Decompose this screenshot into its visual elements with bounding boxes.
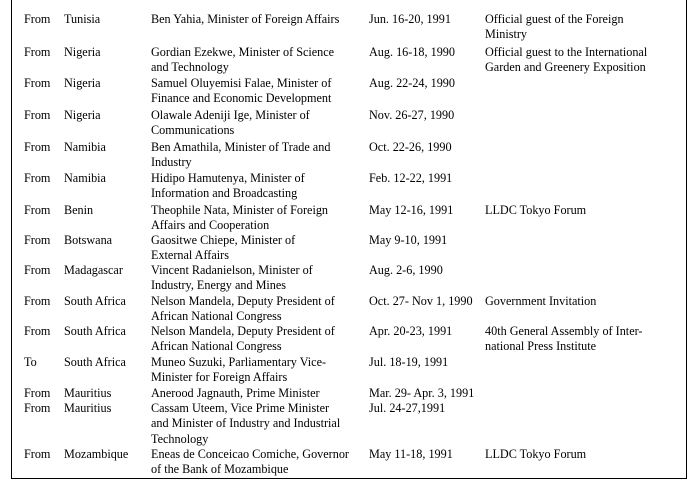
person-cell-line: Ben Yahia, Minister of Foreign Affairs — [151, 12, 340, 26]
date-cell: May 9-10, 1991 — [369, 233, 448, 247]
country-cell: Botswana — [64, 233, 113, 247]
note-cell-line: national Press Institute — [485, 339, 597, 354]
direction-cell: From — [24, 401, 51, 415]
date-cell: Mar. 29- Apr. 3, 1991 — [369, 386, 475, 400]
date-cell: Feb. 12-22, 1991 — [369, 171, 453, 185]
person-cell-line: Theophile Nata, Minister of Foreign — [151, 203, 329, 217]
direction-cell: From — [24, 324, 51, 338]
direction-cell: From — [24, 386, 51, 400]
country-cell: South Africa — [64, 355, 126, 369]
date-cell: May 11-18, 1991 — [369, 447, 453, 461]
direction-cell: From — [24, 263, 51, 277]
person-cell — [151, 233, 295, 264]
date-cell: Aug. 2-6, 1990 — [369, 263, 443, 277]
person-cell-line: African National Congress — [151, 339, 282, 354]
person-cell — [151, 263, 313, 294]
person-cell-line: Technology — [151, 431, 209, 446]
person-cell-line: Affairs and Cooperation — [151, 218, 270, 233]
person-cell — [151, 203, 328, 234]
date-cell: Jul. 18-19, 1991 — [369, 355, 449, 369]
note-cell-line: 40th General Assembly of Inter- — [485, 324, 643, 338]
person-cell-line: Nelson Mandela, Deputy President of — [151, 324, 335, 338]
country-cell: Mozambique — [64, 447, 129, 461]
person-cell — [151, 447, 349, 478]
person-cell-line: Nelson Mandela, Deputy President of — [151, 294, 335, 308]
country-cell: South Africa — [64, 324, 126, 338]
person-cell-line: Anerood Jagnauth, Prime Minister — [151, 386, 320, 400]
person-cell — [151, 355, 326, 386]
country-cell: Nigeria — [64, 76, 101, 90]
country-cell: Nigeria — [64, 108, 101, 122]
direction-cell: From — [24, 294, 51, 308]
person-cell-line: Information and Broadcasting — [151, 186, 298, 201]
person-cell-line: Gaositwe Chiepe, Minister of — [151, 233, 296, 247]
date-cell: Jun. 16-20, 1991 — [369, 12, 451, 26]
date-cell: Oct. 27- Nov 1, 1990 — [369, 294, 473, 308]
direction-cell: From — [24, 45, 51, 59]
note-cell — [485, 294, 596, 309]
date-cell: Apr. 20-23, 1991 — [369, 324, 453, 338]
note-cell — [485, 203, 586, 218]
note-cell-line: Official guest to the International — [485, 45, 648, 59]
person-cell-line: and Technology — [151, 60, 229, 75]
person-cell-line: and Minister of Industry and Industrial — [151, 416, 341, 431]
person-cell-line: Cassam Uteem, Vice Prime Minister — [151, 401, 330, 415]
date-cell: Nov. 26-27, 1990 — [369, 108, 455, 122]
country-cell: Nigeria — [64, 45, 101, 59]
person-cell — [151, 294, 335, 325]
person-cell — [151, 76, 331, 107]
note-cell-line: Official guest of the Foreign — [485, 12, 624, 26]
note-cell — [485, 12, 624, 43]
note-cell-line: Garden and Greenery Exposition — [485, 60, 646, 75]
note-cell-line: Ministry — [485, 27, 527, 42]
person-cell-line: Olawale Adeniji Ige, Minister of — [151, 108, 310, 122]
person-cell — [151, 386, 320, 401]
person-cell-line: Vincent Radanielson, Minister of — [151, 263, 313, 277]
direction-cell: From — [24, 171, 51, 185]
person-cell — [151, 401, 340, 447]
person-cell-line: Industry — [151, 155, 192, 170]
country-cell: Madagascar — [64, 263, 123, 277]
date-cell: Aug. 22-24, 1990 — [369, 76, 455, 90]
note-cell — [485, 324, 642, 355]
country-cell: Benin — [64, 203, 94, 217]
person-cell-line: Communications — [151, 123, 235, 138]
country-cell: Namibia — [64, 171, 106, 185]
person-cell — [151, 45, 334, 76]
date-cell: May 12-16, 1991 — [369, 203, 454, 217]
note-cell-line: LLDC Tokyo Forum — [485, 203, 587, 217]
person-cell — [151, 140, 330, 171]
note-cell-line: LLDC Tokyo Forum — [485, 447, 587, 461]
person-cell-line: Eneas de Conceicao Comiche, Governor — [151, 447, 349, 461]
direction-cell: To — [24, 355, 37, 369]
note-cell-line: Government Invitation — [485, 294, 597, 308]
date-cell: Jul. 24-27,1991 — [369, 401, 446, 415]
direction-cell: From — [24, 447, 51, 461]
person-cell-line: Minister for Foreign Affairs — [151, 370, 288, 385]
country-cell: Tunisia — [64, 12, 101, 26]
person-cell-line: of the Bank of Mozambique — [151, 462, 289, 477]
direction-cell: From — [24, 76, 51, 90]
person-cell-line: Ben Amathila, Minister of Trade and — [151, 140, 331, 154]
person-cell-line: African National Congress — [151, 309, 282, 324]
date-cell: Aug. 16-18, 1990 — [369, 45, 455, 59]
person-cell-line: Hidipo Hamutenya, Minister of — [151, 171, 305, 185]
country-cell: South Africa — [64, 294, 126, 308]
person-cell — [151, 171, 305, 202]
direction-cell: From — [24, 233, 51, 247]
direction-cell: From — [24, 203, 51, 217]
direction-cell: From — [24, 140, 51, 154]
person-cell-line: Gordian Ezekwe, Minister of Science — [151, 45, 335, 59]
person-cell-line: Samuel Oluyemisi Falae, Minister of — [151, 76, 332, 90]
person-cell-line: External Affairs — [151, 248, 229, 263]
direction-cell: From — [24, 108, 51, 122]
person-cell-line: Finance and Economic Development — [151, 91, 332, 106]
note-cell — [485, 45, 647, 76]
note-cell — [485, 447, 586, 462]
person-cell — [151, 324, 335, 355]
country-cell: Namibia — [64, 140, 106, 154]
person-cell-line: Muneo Suzuki, Parliamentary Vice- — [151, 355, 327, 369]
date-cell: Oct. 22-26, 1990 — [369, 140, 452, 154]
country-cell: Mauritius — [64, 386, 112, 400]
person-cell — [151, 12, 339, 27]
country-cell: Mauritius — [64, 401, 112, 415]
direction-cell: From — [24, 12, 51, 26]
person-cell-line: Industry, Energy and Mines — [151, 278, 287, 293]
person-cell — [151, 108, 310, 139]
